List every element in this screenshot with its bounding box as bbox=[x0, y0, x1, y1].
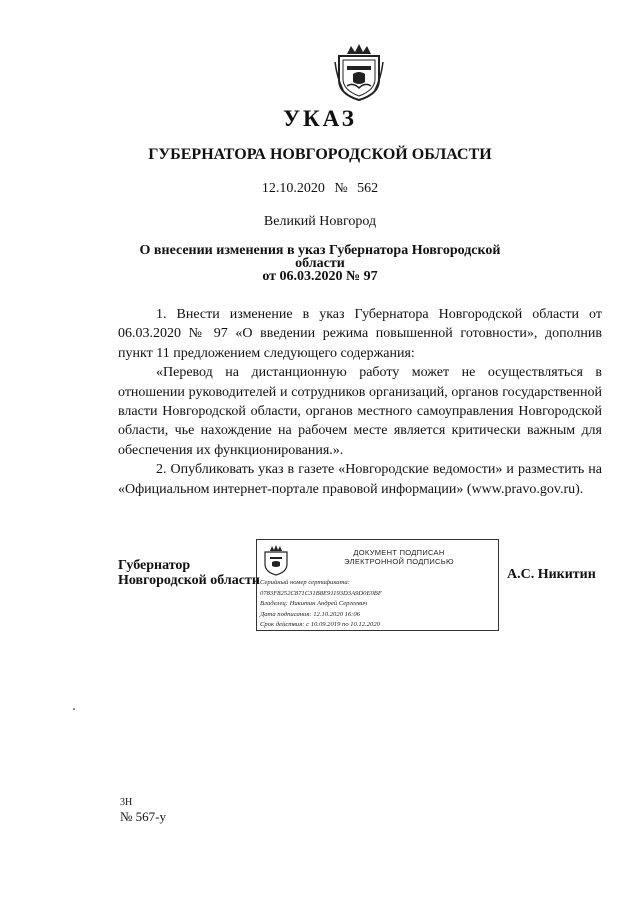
scan-speck bbox=[73, 708, 75, 710]
stamp-coat-of-arms-icon bbox=[262, 544, 290, 576]
heading-line-2: от 06.03.2020 № 97 bbox=[262, 269, 378, 284]
paragraph-quote: «Перевод на дистанционную работу может не осуществляться в отношении руководителей и сотрудников организаций, органов государственной власти Новгородской области, органов местного самоуправления Новгородской области, чье нахождение на рабочем месте является критически важным для обеспечения их функционирования.». bbox=[118, 365, 602, 458]
footer-code: 3Н bbox=[120, 797, 133, 808]
signer-position-line-2: Новгородской области bbox=[118, 573, 260, 588]
city-name: Великий Новгород bbox=[263, 214, 377, 229]
paragraph-2: 2. Опубликовать указ в газете «Новгородские ведомости» и разместить на «Официальном интернет-портале правовой информации» (www.pravo.gov.ru). bbox=[118, 462, 602, 497]
paragraph-1: 1. Внести изменение в указ Губернатора Новгородской области от 06.03.2020 № 97 «О введении режима повышенной готовности», дополнив пункт 11 предложением следующего содержания: bbox=[118, 307, 602, 361]
stamp-validity: Срок действия: с 10.09.2019 по 10.12.2020 bbox=[260, 621, 380, 628]
coat-of-arms-icon bbox=[333, 42, 385, 102]
stamp-details bbox=[260, 578, 496, 631]
stamp-header bbox=[319, 548, 479, 566]
electronic-signature-stamp bbox=[256, 539, 499, 631]
document-date: 12.10.2020 bbox=[261, 181, 325, 196]
signer-position bbox=[118, 558, 260, 588]
document-body bbox=[118, 305, 602, 499]
heading-line-1: О внесении изменения в указ Губернатора Новгородской области bbox=[139, 243, 501, 271]
date-number-line bbox=[0, 181, 640, 197]
issuer-title: ГУБЕРНАТОРА НОВГОРОДСКОЙ ОБЛАСТИ bbox=[148, 146, 492, 163]
document-heading bbox=[120, 244, 520, 283]
stamp-cert-label: Серийный номер сертификата: bbox=[260, 579, 350, 586]
stamp-cert-value: 0783F8252C871C31B8E91193D3A9D0E0BF bbox=[260, 589, 382, 597]
stamp-header-line-2: ЭЛЕКТРОННОЙ ПОДПИСЬЮ bbox=[344, 557, 454, 566]
footer-reg-number: № 567-у bbox=[120, 809, 166, 824]
signer-name: А.С. Никитин bbox=[507, 567, 596, 582]
document-type-title: УКАЗ bbox=[283, 106, 357, 131]
number-sign: № bbox=[334, 181, 348, 196]
document-number: 562 bbox=[357, 181, 379, 196]
signer-position-line-1: Губернатор bbox=[118, 558, 191, 573]
stamp-owner: Владелец: Никитин Андрей Сергеевич bbox=[260, 600, 368, 607]
footer-block bbox=[120, 796, 166, 824]
stamp-header-line-1: ДОКУМЕНТ ПОДПИСАН bbox=[353, 548, 445, 557]
stamp-sign-date: Дата подписания: 12.10.2020 16:06 bbox=[260, 610, 360, 618]
